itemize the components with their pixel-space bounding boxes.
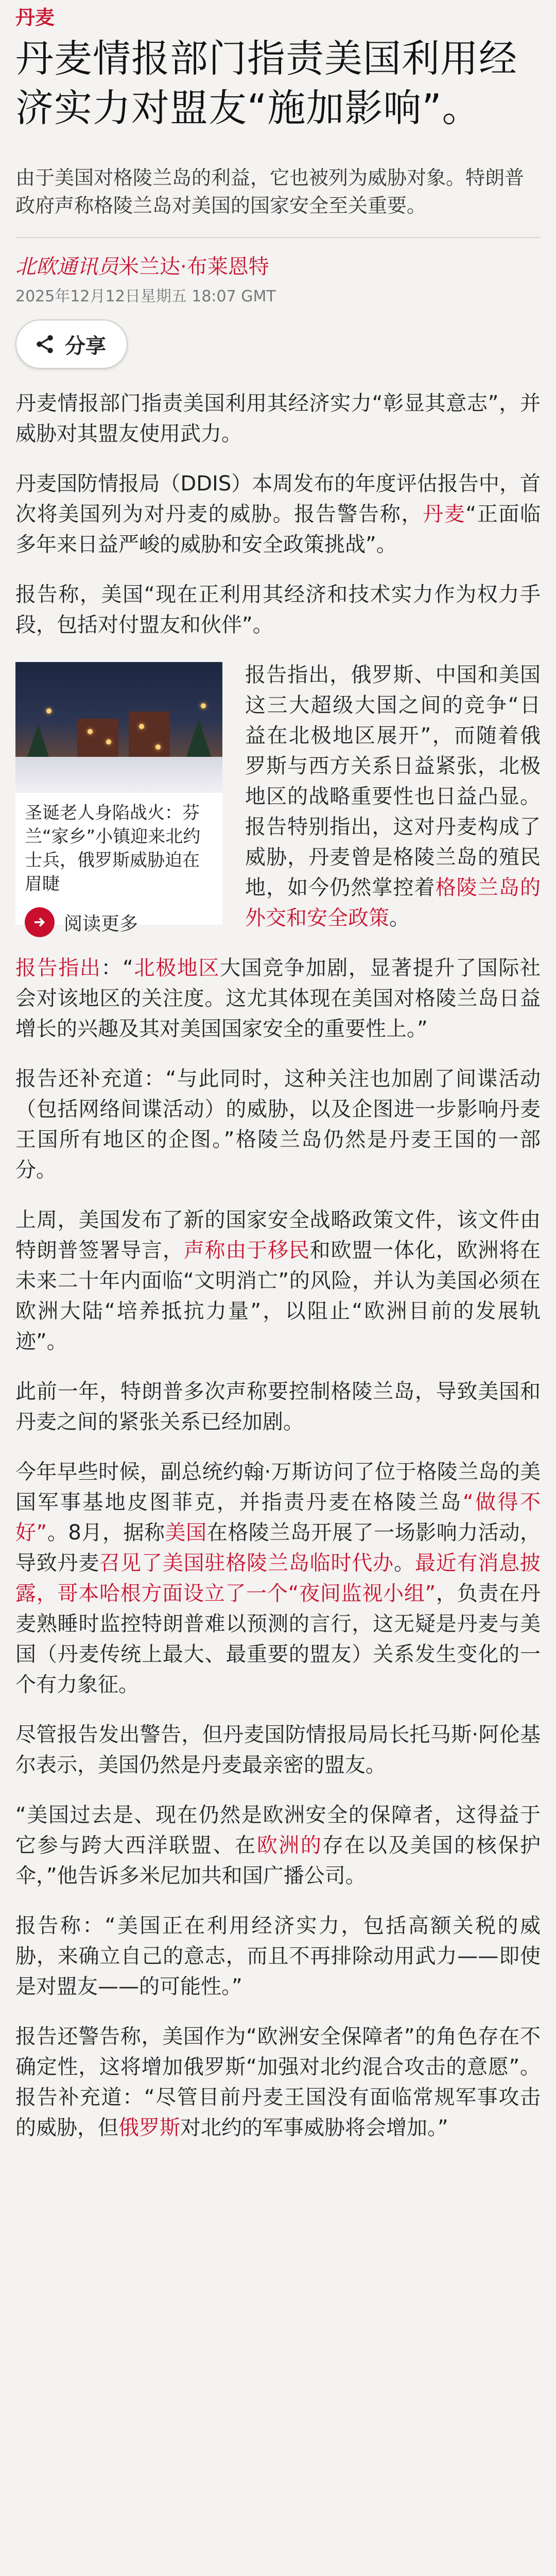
paragraph: 尽管报告发出警告，但丹麦国防情报局局长托马斯·阿伦基尔表示，美国仍然是丹麦最亲密的盟友。	[15, 1723, 541, 1777]
summoned-envoy-link[interactable]: 召见了美国驻格陵兰岛临时代办	[99, 1551, 394, 1575]
greenland-policy-link[interactable]: 格陵兰岛的外交和安全政策	[245, 876, 541, 930]
paragraph-text: 报告指出，俄罗斯、中国和美国这三大超级大国之间的竞争“日益在北极地区展开”，而随着俄罗斯与西方关系日益紧张，北极地区的战略重要性也日益凸显。报告特别指出，这对丹麦构成了威胁，丹麦曾是格陵兰岛的殖民地，如今仍然掌控着	[245, 663, 541, 900]
europe-link[interactable]: 欧洲的	[256, 1834, 323, 1857]
paragraph	[15, 1205, 541, 1357]
read-more-link[interactable]	[15, 896, 222, 937]
article-body	[15, 388, 541, 2143]
paragraph	[15, 1800, 541, 1891]
paragraph-text: 上周，美国发布了新的国家安全战略政策文件，该文件由特朗普签署导言，	[15, 1208, 541, 1262]
headline: 丹麦情报部门指责美国利用经济实力对盟友“施加影响”。	[15, 37, 517, 130]
byline	[15, 252, 541, 281]
paragraph: 报告还补充道：“与此同时，这种关注也加剧了间谍活动（包括网络间谍活动）的威胁，以及企图进一步影响丹麦王国所有地区的企图。”格陵兰岛仍然是丹麦王国的一部分。	[15, 1067, 541, 1182]
paragraph-text: 丹麦国防情报局（DDIS）本周发布的年度评估报告中，首次将美国列为对丹麦的威胁。报告警告称，	[15, 472, 541, 526]
snow-ground	[15, 757, 222, 793]
section-label[interactable]: 丹麦	[15, 6, 55, 29]
arctic-link[interactable]: 北极地区	[133, 956, 220, 980]
light-dot	[201, 703, 206, 708]
paragraph	[15, 469, 541, 560]
paragraph-text: 对北约的军事威胁将会增加。”	[180, 2116, 448, 2140]
share-button[interactable]	[15, 319, 128, 369]
paragraph-text: “正面临多年来日益严峻的威胁和安全政策挑战”。	[15, 502, 541, 556]
paragraph-text: 。	[394, 1551, 415, 1575]
timestamp: 2025年12月12日星期五 18:07 GMT	[15, 287, 276, 306]
paragraph-text: 。	[389, 906, 410, 930]
paragraph-text: 存在以及美国的核保护伞，”他告诉多米尼加共和国广播公司。	[15, 1834, 541, 1888]
tree-shape	[185, 719, 212, 760]
byline-prefix: 北欧通讯员	[15, 255, 118, 279]
paragraph: 此前一年，特朗普多次声称要控制格陵兰岛，导致美国和丹麦之间的紧张关系已经加剧。	[15, 1380, 541, 1434]
paragraph-text: 。8月，据称	[47, 1521, 165, 1545]
not-good-link[interactable]: “做得不好”	[15, 1490, 541, 1545]
paragraph-text: 和欧盟一体化，欧洲将在未来二十年内面临“文明消亡”的风险，并认为美国必须在欧洲大陆“培养抵抗力量”，以阻止“欧洲目前的发展轨迹”。	[15, 1239, 541, 1353]
night-watch-link[interactable]: 最近有消息披露，哥本哈根方面设立了一个“夜间监视小组”	[15, 1551, 541, 1605]
light-dot	[139, 724, 144, 729]
paragraph: 丹麦情报部门指责美国利用其经济实力“彰显其意志”，并威胁对其盟友使用武力。	[15, 392, 541, 446]
share-icon	[34, 333, 56, 355]
russia-link[interactable]: 俄罗斯	[118, 2116, 180, 2140]
arrow-right-icon	[25, 907, 55, 937]
standfirst: 由于美国对格陵兰岛的利益，它也被列为威胁对象。特朗普政府声称格陵兰岛对美国的国家安全至关重要。	[15, 164, 541, 238]
paragraph-text: ，负责在丹麦熟睡时监控特朗普难以预测的言行，这无疑是丹麦与美国（丹麦传统上最大、最重要的盟友）关系发生变化的一个有力象征。	[15, 1582, 541, 1697]
paragraph-text: 在格陵兰岛开展了一场影响力活动，导致丹麦	[15, 1521, 541, 1575]
paragraph	[15, 953, 541, 1044]
report-link[interactable]: 报告指出	[15, 956, 101, 980]
light-dot	[46, 708, 51, 714]
paragraph	[15, 1457, 541, 1700]
related-article-caption: 圣诞老人身陷战火：芬兰“家乡”小镇迎来北约士兵，俄罗斯威胁迫在眉睫	[25, 803, 201, 894]
related-article-image	[15, 662, 222, 793]
migration-link[interactable]: 声称由于移民	[183, 1239, 310, 1262]
light-dot	[106, 739, 111, 744]
paragraph: 报告称，美国“现在正利用其经济和技术实力作为权力手段，包括对付盟友和伙伴”。	[15, 583, 541, 637]
paragraph	[15, 2022, 541, 2143]
paragraph-text: 报告还警告称，美国作为“欧洲安全保障者”的角色存在不确定性，这将增加俄罗斯“加强对北约混合攻击的意愿”。报告补充道：“尽管目前丹麦王国没有面临常规军事攻击的威胁，但	[15, 2025, 541, 2140]
paragraph-text: ：“	[101, 956, 133, 980]
paragraph: 报告称：“美国正在利用经济实力，包括高额关税的威胁，来确立自己的意志，而且不再排除动用武力——即使是对盟友——的可能性。”	[15, 1914, 541, 1998]
light-dot	[155, 744, 161, 750]
usa-link[interactable]: 美国	[165, 1521, 207, 1545]
denmark-link[interactable]: 丹麦	[423, 502, 466, 526]
paragraph-text: 大国竞争加剧，显著提升了国际社会对该地区的关注度。这尤其体现在美国对格陵兰岛日益增长的兴趣及其对美国国家安全的重要性上。”	[15, 956, 541, 1041]
light-dot	[88, 729, 93, 734]
share-label: 分享	[65, 334, 106, 358]
author-link[interactable]: 米兰达·布莱恩特	[118, 255, 269, 279]
read-more-label: 阅读更多	[64, 913, 138, 935]
paragraph-text: “美国过去是、现在仍然是欧洲安全的保障者，这得益于它参与跨大西洋联盟、在	[15, 1803, 541, 1857]
paragraph-text: 今年早些时候，副总统约翰·万斯访问了位于格陵兰岛的美国军事基地皮图菲克，并指责丹麦在格陵兰岛	[15, 1460, 541, 1514]
related-article-card[interactable]	[15, 662, 222, 935]
